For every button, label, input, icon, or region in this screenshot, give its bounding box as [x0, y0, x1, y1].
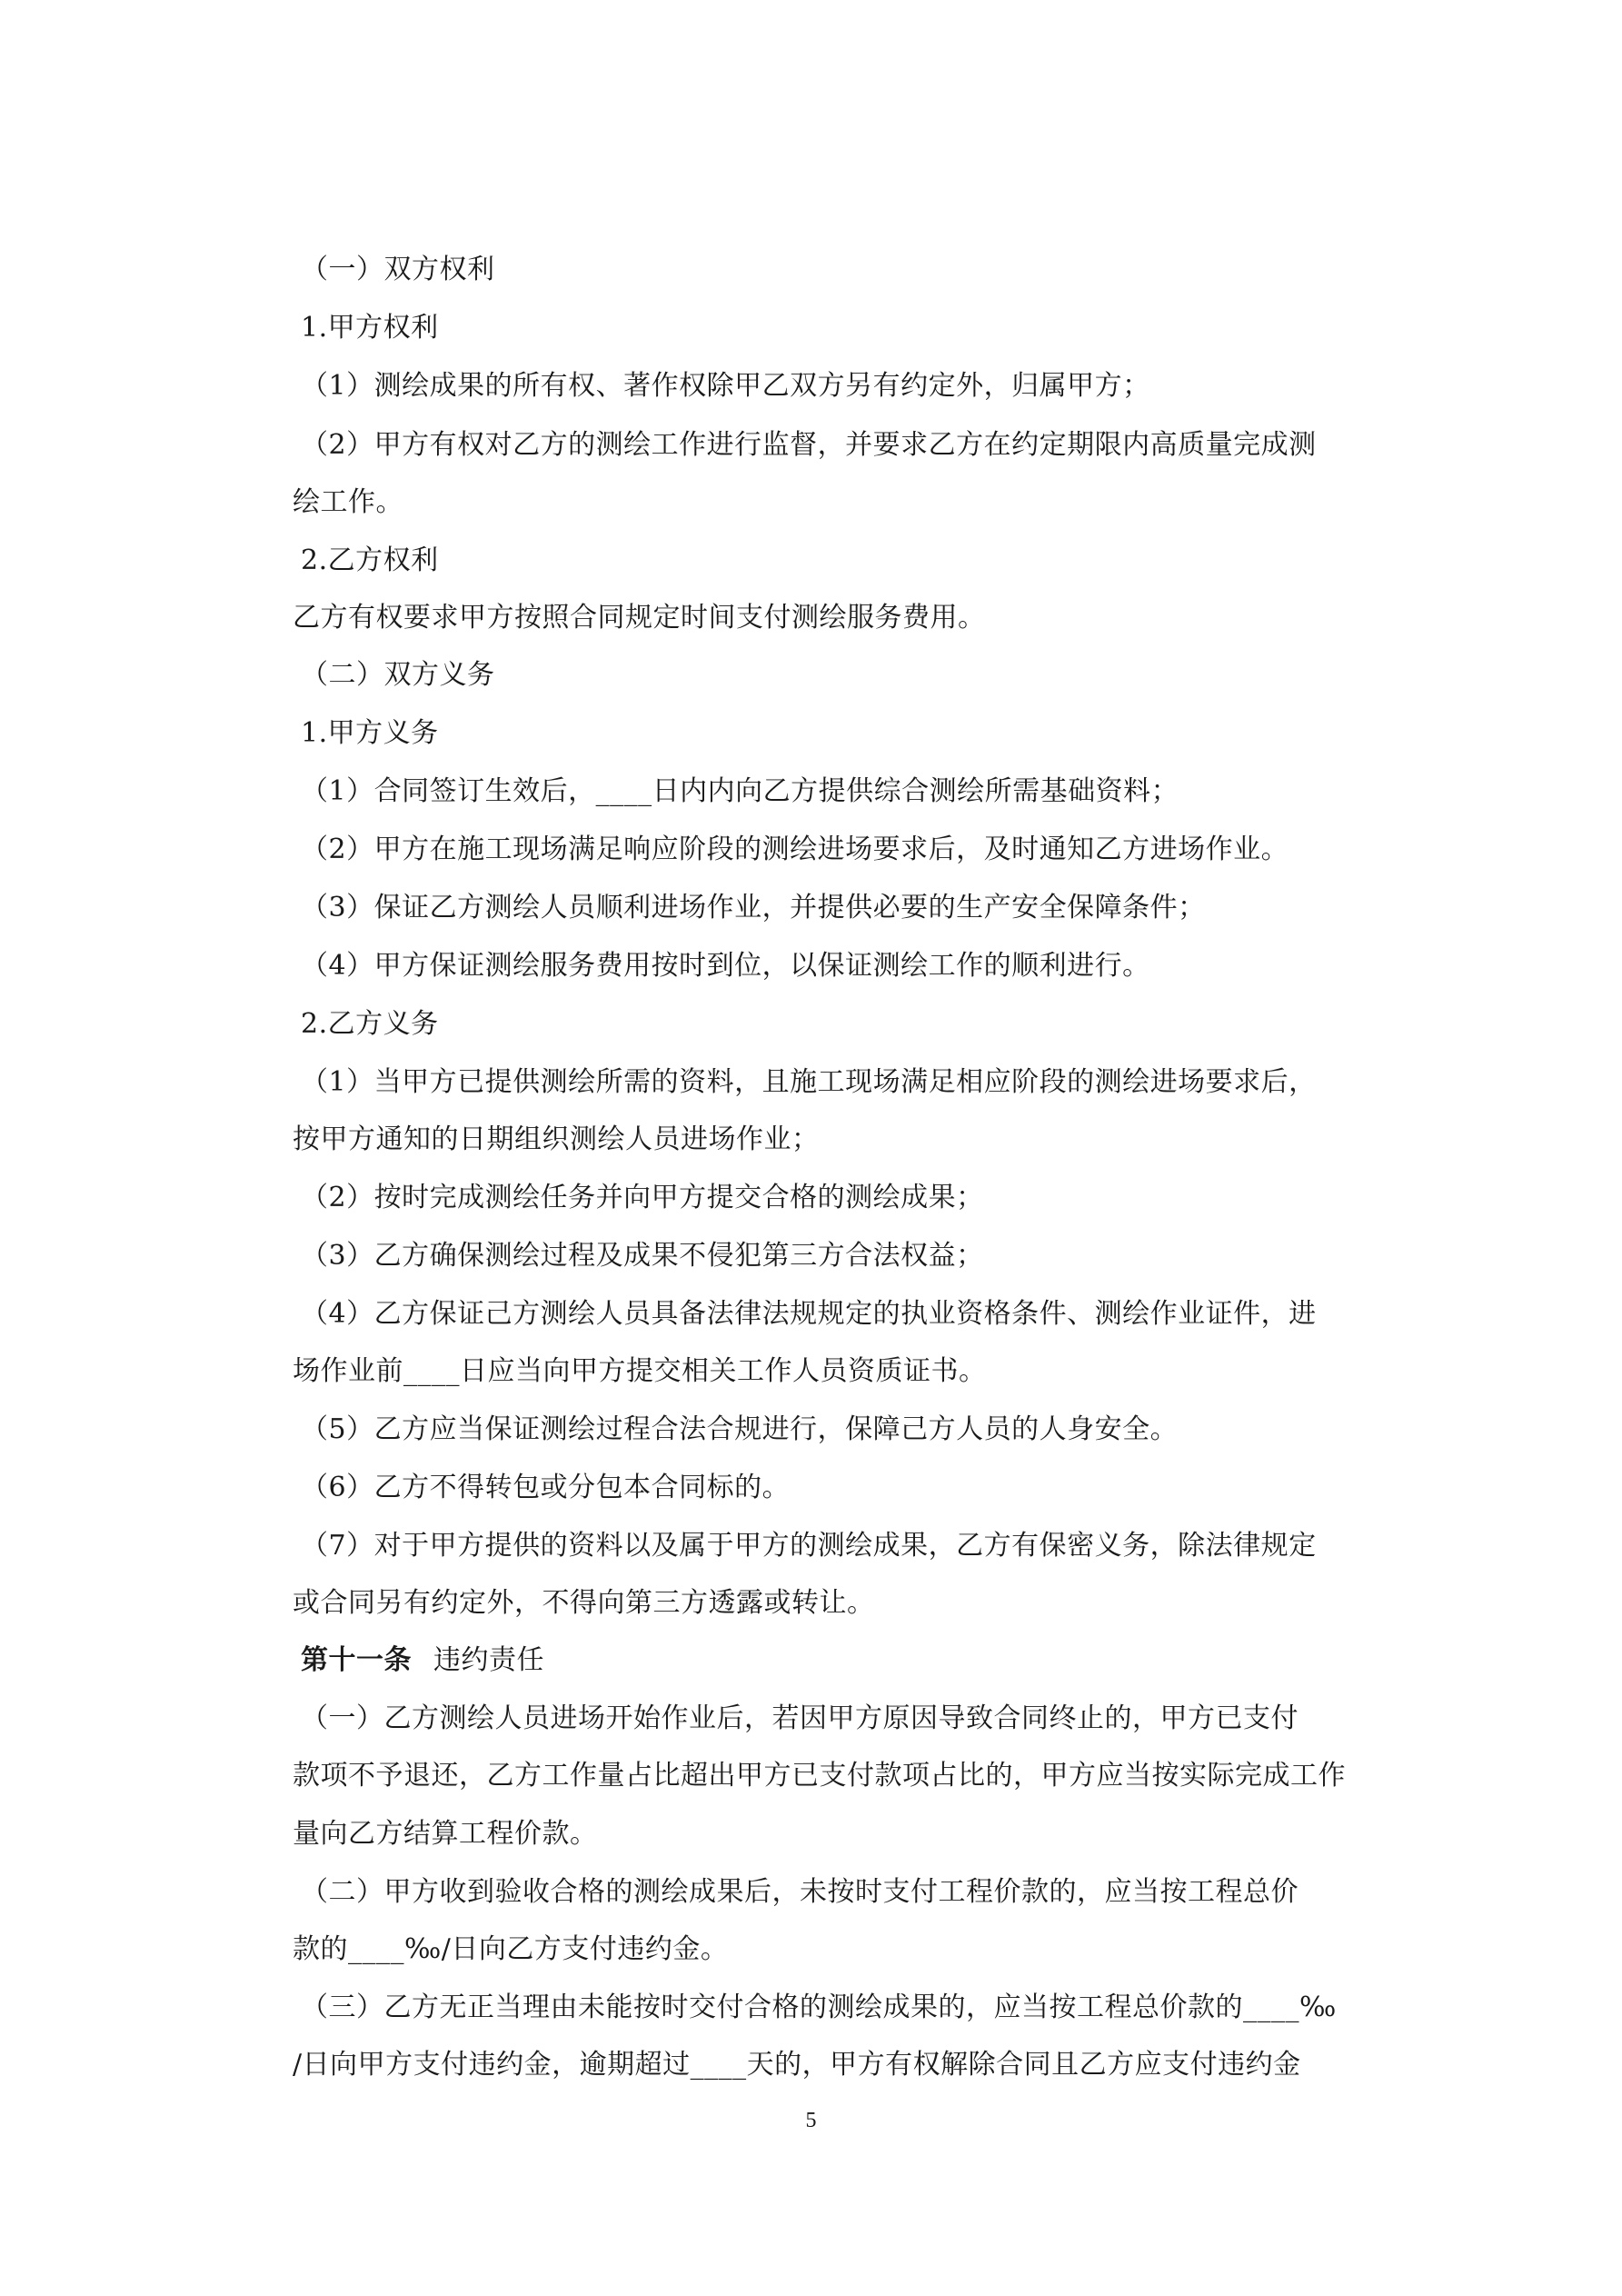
paragraph-line: （5）乙方应当保证测绘过程合法合规进行，保障己方人员的人身安全。 — [301, 1413, 1179, 1445]
article-title: 违约责任 — [433, 1644, 544, 1676]
paragraph-line: （3）保证乙方测绘人员顺利进场作业，并提供必要的生产安全保障条件； — [301, 892, 1206, 923]
paragraph-line: （一）乙方测绘人员进场开始作业后，若因甲方原因导致合同终止的，甲方已支付 — [301, 1702, 1299, 1734]
paragraph-line: 或合同另有约定外，不得向第三方透露或转让。 — [293, 1587, 875, 1619]
paragraph-line: （3）乙方确保测绘过程及成果不侵犯第三方合法权益； — [301, 1240, 984, 1272]
paragraph-line: 量向乙方结算工程价款。 — [293, 1818, 598, 1850]
subheading-party-b-obligations: 2.乙方义务 — [301, 1008, 439, 1040]
article-heading — [301, 1642, 544, 1679]
page-number: 5 — [805, 2109, 817, 2132]
paragraph-line: （三）乙方无正当理由未能按时交付合格的测绘成果的，应当按工程总价款的____‰ — [301, 1992, 1337, 2023]
paragraph-line: （7）对于甲方提供的资料以及属于甲方的测绘成果，乙方有保密义务，除法律规定 — [301, 1530, 1317, 1562]
paragraph-line: （4）乙方保证己方测绘人员具备法律法规规定的执业资格条件、测绘作业证件，进 — [301, 1298, 1317, 1330]
paragraph-line: （2）甲方在施工现场满足响应阶段的测绘进场要求后，及时通知乙方进场作业。 — [301, 834, 1289, 865]
section-heading-obligations: （二）双方义务 — [301, 659, 495, 691]
paragraph-line: （二）甲方收到验收合格的测绘成果后，未按时支付工程价款的，应当按工程总价 — [301, 1876, 1299, 1908]
section-heading-rights: （一）双方权利 — [301, 254, 495, 285]
subheading-party-a-rights: 1.甲方权利 — [301, 312, 439, 344]
paragraph-line: （1）当甲方已提供测绘所需的资料，且施工现场满足相应阶段的测绘进场要求后， — [301, 1066, 1317, 1098]
paragraph-line: （1）合同签订生效后，____日内内向乙方提供综合测绘所需基础资料； — [301, 775, 1179, 807]
paragraph-line: （1）测绘成果的所有权、著作权除甲乙双方另有约定外，归属甲方； — [301, 370, 1150, 402]
paragraph-line: （6）乙方不得转包或分包本合同标的。 — [301, 1472, 791, 1503]
paragraph-line: （4）甲方保证测绘服务费用按时到位，以保证测绘工作的顺利进行。 — [301, 950, 1150, 982]
paragraph-line: 按甲方通知的日期组织测绘人员进场作业； — [293, 1123, 820, 1155]
article-number: 第十一条 — [301, 1644, 412, 1676]
paragraph-line: /日向甲方支付违约金，逾期超过____天的，甲方有权解除合同且乙方应支付违约金 — [293, 2049, 1301, 2081]
paragraph-line: （2）按时完成测绘任务并向甲方提交合格的测绘成果； — [301, 1182, 984, 1213]
paragraph-line: 款的____‰/日向乙方支付违约金。 — [293, 1933, 729, 1965]
paragraph-line: 场作业前____日应当向甲方提交相关工作人员资质证书。 — [293, 1355, 987, 1387]
paragraph-line: 款项不予退还，乙方工作量占比超出甲方已支付款项占比的，甲方应当按实际完成工作 — [293, 1760, 1346, 1792]
paragraph-line: 绘工作。 — [293, 486, 403, 518]
paragraph-line: 乙方有权要求甲方按照合同规定时间支付测绘服务费用。 — [293, 602, 986, 634]
subheading-party-a-obligations: 1.甲方义务 — [301, 717, 439, 749]
paragraph-line: （2）甲方有权对乙方的测绘工作进行监督，并要求乙方在约定期限内高质量完成测 — [301, 429, 1317, 461]
subheading-party-b-rights: 2.乙方权利 — [301, 544, 439, 576]
